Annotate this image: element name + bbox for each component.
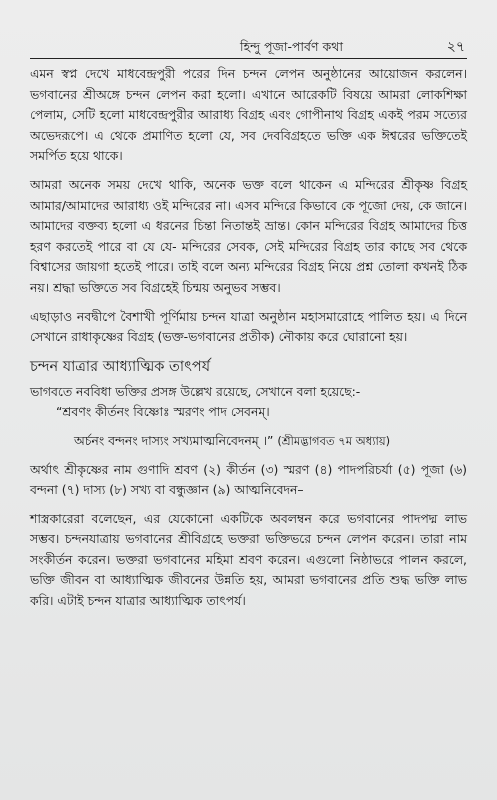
section-intro: ভাগবতে নববিধা ভক্তির প্রসঙ্গ উল্লেখ রয়েছে, সেখানে বলা হয়েছে:- xyxy=(30,383,361,399)
verse-line-1: “শ্রবণং কীর্তনং বিষ্ণোঃ স্মরণং পাদ সেবনম্। xyxy=(56,404,270,420)
page-body xyxy=(30,64,467,620)
running-header xyxy=(30,38,467,58)
section-heading: চন্দন যাত্রার আধ্যাত্মিক তাৎপর্য xyxy=(30,358,211,375)
header-divider xyxy=(30,58,467,59)
book-title: হিন্দু পূজা-পার্বণ কথা xyxy=(240,39,344,54)
paragraph-1: এমন স্বপ্ন দেখে মাধবেন্দ্রপুরী পরের দিন চন্দন লেপন অনুষ্ঠানের আয়োজন করলেন। ভগবানের শ্রীঅঙ্গে চন্দন লেপন করা হলো। এখানে আরেকটি বিষয়ে আমরা লোকশিক্ষা পেলাম, সেটি হলো মাধবেন্দ্রপুরীর আরাধ্য বিগ্রহ এবং গোপীনাথ বিগ্রহ একই পরম সত্যের অভেদরূপে। এ থেকে প্রমাণিত হলো যে, সব দেববিগ্রহতে ভক্তি এক ঈশ্বরের ভক্তিতেই সমর্পিত হয়ে থাকে। xyxy=(30,66,467,164)
verse-meaning: অর্থাৎ শ্রীকৃষ্ণের নাম গুণাদি শ্রবণ (২) কীর্তন (৩) স্মরণ (৪) পাদপরিচর্যা (৫) পূজা (৬) বন্দনা (৭) দাস্য (৮) সখ্য বা বন্ধুজ্ঞান (৯) আত্মনিবেদন– xyxy=(30,461,467,498)
paragraph-3: এছাড়াও নবদ্বীপে বৈশাখী পূর্ণিমায় চন্দন যাত্রা অনুষ্ঠান মহাসমারোহে পালিত হয়। এ দিনে সেখানে রাধাকৃষ্ণের বিগ্রহ (ভক্ত-ভগবানের প্রতীক) নৌকায় করে ঘোরানো হয়। xyxy=(30,308,467,345)
verse-line-2-text: অর্চনং বন্দনং দাস্যং সখ্যমাত্মনিবেদনম্ ।” xyxy=(74,432,274,448)
verse-source: (শ্রীমদ্ভাগবত ৭ম অধ্যায়) xyxy=(277,433,391,448)
verse-line-2 xyxy=(30,431,467,452)
page-number: ২৭ xyxy=(446,39,465,55)
closing-paragraph: শাস্ত্রকারেরা বলেছেন, এর যেকোনো একটিকে অবলম্বন করে ভগবানের পাদপদ্ম লাভ সম্ভব। চন্দনযাত্রায় ভগবানের শ্রীবিগ্রহে ভক্তরা ভক্তিভরে চন্দন লেপন করেন। তারা নাম সংকীর্তন করেন। ভক্তরা ভগবানের মহিমা শ্রবণ করেন। এগুলো নিষ্ঠাভরে পালন করলে, ভক্তি জীবন বা আধ্যাত্মিক জীবনের উন্নতি হয়, আমরা ভগবানের প্রতি শুদ্ধ ভক্তি লাভ করি। এটাই চন্দন যাত্রার আধ্যাত্মিক তাৎপর্য। xyxy=(30,510,467,609)
paragraph-2: আমরা অনেক সময় দেখে থাকি, অনেক ভক্ত বলে থাকেন এ মন্দিরের শ্রীকৃষ্ণ বিগ্রহ আমার/আমাদের আরাধ্য ওই মন্দিরের না। এসব মন্দিরে কিভাবে কে পূজো দেয়, কে জানে। আমাদের বক্তব্য হলো এ ধরনের চিন্তা নিতান্তই ভ্রান্ত। কোন মন্দিরের বিগ্রহ আমাদের চিত্ত হরণ করতেই পারে বা যে যে- মন্দিরের সেবক, সেই মন্দিরের বিগ্রহ তার কাছে সব থেকে বিশ্বাসের জায়গা হতেই পারে। তাই বলে অন্য মন্দিরের বিগ্রহ নিয়ে প্রশ্ন তোলা কখনই ঠিক নয়। শ্রদ্ধা ভক্তিতে সব বিগ্রহেই চিন্ময় অনুভব সম্ভব। xyxy=(30,176,467,295)
